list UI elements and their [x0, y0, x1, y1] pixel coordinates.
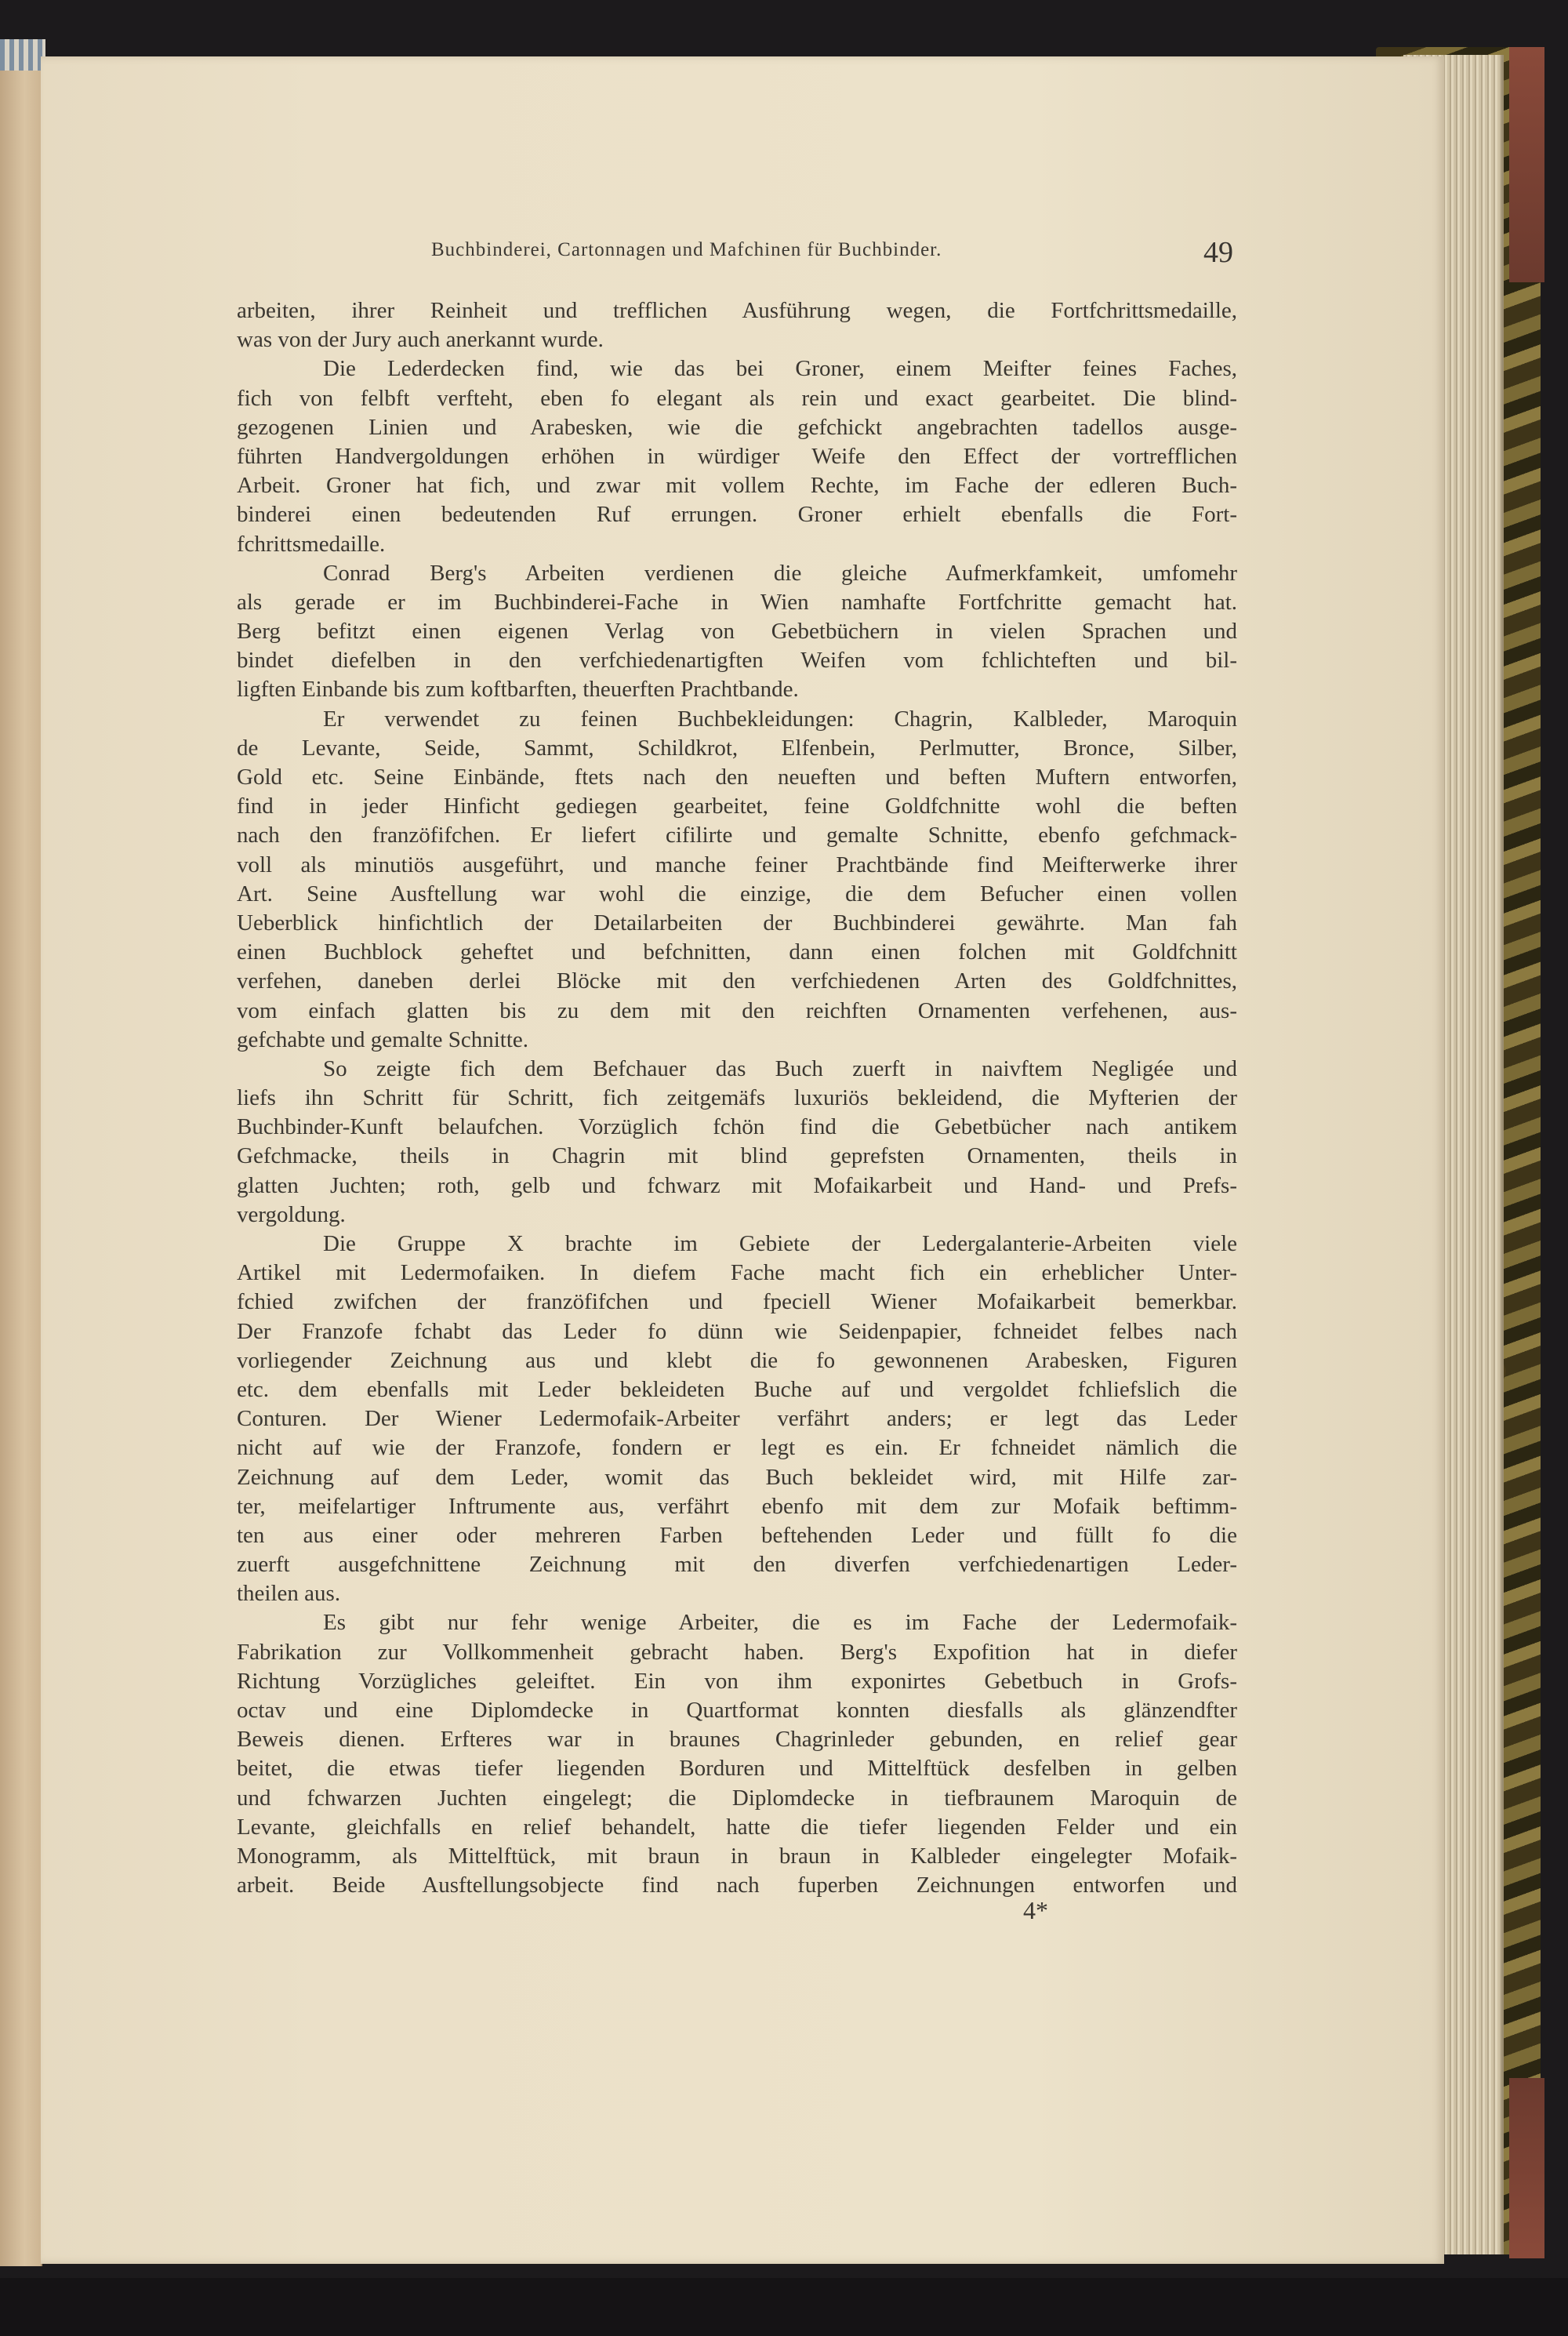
- text-line: Zeichnung auf dem Leder, womit das Buch bekleidet wird, mit Hilfe zar-: [237, 1464, 1237, 1490]
- text-line: voll als minutiös ausgeführt, und manche feiner Prachtbände find Meifterwerke ihrer: [237, 852, 1237, 877]
- text-line: Berg befitzt einen eigenen Verlag von Gebetbüchern in vielen Sprachen und: [237, 619, 1237, 645]
- text-line: Gold etc. Seine Einbände, ftets nach den neueften und beften Muftern entworfen,: [237, 765, 1237, 790]
- signature-mark: 4*: [1023, 1896, 1048, 1924]
- text-line: find in jeder Hinficht gediegen gearbeitet, feine Goldfchnitte wohl die beften: [237, 794, 1237, 819]
- text-line: arbeit. Beide Ausftellungsobjecte find nach fuperben Zeichnungen entworfen und: [237, 1873, 1237, 1898]
- text-line: führten Handvergoldungen erhöhen in würdiger Weife den Effect der vortrefflichen: [237, 443, 1237, 469]
- text-line: Monogramm, als Mittelftück, mit braun in braun in Kalbleder eingelegter Mofaik-: [237, 1843, 1237, 1869]
- text-line: ligften Einbande bis zum koftbarften, theuerften Prachtbande.: [237, 677, 799, 703]
- text-line: gezogenen Linien und Arabesken, wie die gefchickt angebrachten tadellos ausge-: [237, 414, 1237, 440]
- text-line: Die Gruppe X brachte im Gebiete der Ledergalanterie-Arbeiten viele: [323, 1231, 1237, 1256]
- text-line: arbeiten, ihrer Reinheit und trefflichen Ausführung wegen, die Fortfchrittsmedaille,: [237, 298, 1237, 323]
- text-line: nach den franzöfifchen. Er liefert cifilirte und gemalte Schnitte, ebenfo gefchmack-: [237, 823, 1237, 848]
- text-line: Es gibt nur fehr wenige Arbeiter, die es im Fache der Ledermofaik-: [323, 1610, 1237, 1636]
- text-line: vom einfach glatten bis zu dem mit den reichften Ornamenten verfehenen, aus-: [237, 997, 1237, 1023]
- text-line: de Levante, Seide, Sammt, Schildkrot, Elfenbein, Perlmutter, Bronce, Silber,: [237, 735, 1237, 761]
- text-line: fchrittsmedaille.: [237, 531, 386, 557]
- text-line: Arbeit. Groner hat fich, und zwar mit vollem Rechte, im Fache der edleren Buch-: [237, 473, 1237, 499]
- text-line: fchied zwifchen der franzöfifchen und fpeciell Wiener Mofaikarbeit bemerkbar.: [237, 1289, 1237, 1315]
- facing-page-edge: [0, 55, 42, 2266]
- color-calibration-strip: [0, 39, 45, 71]
- text-line: octav und eine Diplomdecke in Quartformat konnten diesfalls als glänzendfter: [237, 1698, 1237, 1723]
- text-line: Levante, gleichfalls en relief behandelt, hatte die tiefer liegenden Felder und ein: [237, 1814, 1237, 1840]
- text-line: Gefchmacke, theils in Chagrin mit blind geprefsten Ornamenten, theils in: [237, 1143, 1237, 1169]
- book-cover-corner-top: [1509, 47, 1544, 282]
- text-line: verfehen, daneben derlei Blöcke mit den verfchiedenen Arten des Goldfchnittes,: [237, 968, 1237, 994]
- text-line: vorliegender Zeichnung aus und klebt die fo gewonnenen Arabesken, Figuren: [237, 1347, 1237, 1373]
- running-head: Buchbinderei, Cartonnagen und Mafchinen für Buchbinder.: [431, 239, 942, 260]
- text-line: theilen aus.: [237, 1581, 341, 1607]
- text-line: So zeigte fich dem Befchauer das Buch zuerft in naivftem Negligée und: [323, 1055, 1237, 1081]
- text-line: was von der Jury auch anerkannt wurde.: [237, 327, 604, 353]
- text-line: Conturen. Der Wiener Ledermofaik-Arbeiter verfährt anders; er legt das Leder: [237, 1406, 1237, 1432]
- text-line: Fabrikation zur Vollkommenheit gebracht haben. Berg's Expofition hat in diefer: [237, 1639, 1237, 1665]
- text-line: etc. dem ebenfalls mit Leder bekleideten Buche auf und vergoldet fchliefslich die: [237, 1376, 1237, 1402]
- text-line: Ueberblick hinfichtlich der Detailarbeiten der Buchbinderei gewährte. Man fah: [237, 910, 1237, 935]
- text-line: nicht auf wie der Franzofe, fondern er legt es ein. Er fchneidet nämlich die: [237, 1435, 1237, 1461]
- body-text: [237, 296, 1237, 1900]
- text-line: Conrad Berg's Arbeiten verdienen die gleiche Aufmerkfamkeit, umfomehr: [323, 560, 1237, 586]
- text-line: Er verwendet zu feinen Buchbekleidungen: Chagrin, Kalbleder, Maroquin: [323, 706, 1237, 732]
- text-line: einen Buchblock geheftet und befchnitten, dann einen folchen mit Goldfchnitt: [237, 939, 1237, 965]
- text-line: vergoldung.: [237, 1201, 346, 1227]
- text-line: Beweis dienen. Erfteres war in braunes Chagrinleder gebunden, en relief gear: [237, 1727, 1237, 1753]
- text-line: beitet, die etwas tiefer liegenden Borduren und Mittelftück desfelben in gelben: [237, 1756, 1237, 1782]
- text-line: Richtung Vorzügliches geleiftet. Ein von ihm exponirtes Gebetbuch in Grofs-: [237, 1668, 1237, 1694]
- text-line: ter, meifelartiger Inftrumente aus, verfährt ebenfo mit dem zur Mofaik beftimm-: [237, 1493, 1237, 1519]
- text-line: binderei einen bedeutenden Ruf errungen. Groner erhielt ebenfalls die Fort-: [237, 502, 1237, 528]
- text-line: glatten Juchten; roth, gelb und fchwarz mit Mofaikarbeit und Hand- und Prefs-: [237, 1172, 1237, 1198]
- book-cover-corner-bottom: [1509, 2078, 1544, 2258]
- text-line: Art. Seine Ausftellung war wohl die einzige, die dem Befucher einen vollen: [237, 881, 1237, 906]
- text-line: gefchabte und gemalte Schnitte.: [237, 1026, 529, 1052]
- text-line: und fchwarzen Juchten eingelegt; die Diplomdecke in tiefbraunem Maroquin de: [237, 1785, 1237, 1811]
- text-line: zuerft ausgefchnittene Zeichnung mit den diverfen verfchiedenartigen Leder-: [237, 1552, 1237, 1578]
- text-line: bindet diefelben in den verfchiedenartigften Weifen vom fchlichteften und bil-: [237, 648, 1237, 674]
- text-line: fich von felbft verfteht, eben fo elegant als rein und exact gearbeitet. Die blind-: [237, 385, 1237, 411]
- text-line: Die Lederdecken find, wie das bei Groner, einem Meifter feines Faches,: [323, 356, 1237, 382]
- text-line: Der Franzofe fchabt das Leder fo dünn wie Seidenpapier, fchneidet felbes nach: [237, 1318, 1237, 1344]
- page-number: 49: [1203, 236, 1233, 269]
- text-line: Artikel mit Ledermofaiken. In diefem Fache macht fich ein erheblicher Unter-: [237, 1260, 1237, 1286]
- text-line: liefs ihn Schritt für Schritt, fich zeitgemäfs luxuriös bekleidend, die Myfterien der: [237, 1085, 1237, 1111]
- text-line: als gerade er im Buchbinderei-Fache in Wien namhafte Fortfchritte gemacht hat.: [237, 589, 1237, 615]
- text-line: ten aus einer oder mehreren Farben beftehenden Leder und füllt fo die: [237, 1522, 1237, 1548]
- scanner-background: [0, 2278, 1568, 2336]
- text-line: Buchbinder-Kunft belaufchen. Vorzüglich fchön find die Gebetbücher nach antikem: [237, 1114, 1237, 1140]
